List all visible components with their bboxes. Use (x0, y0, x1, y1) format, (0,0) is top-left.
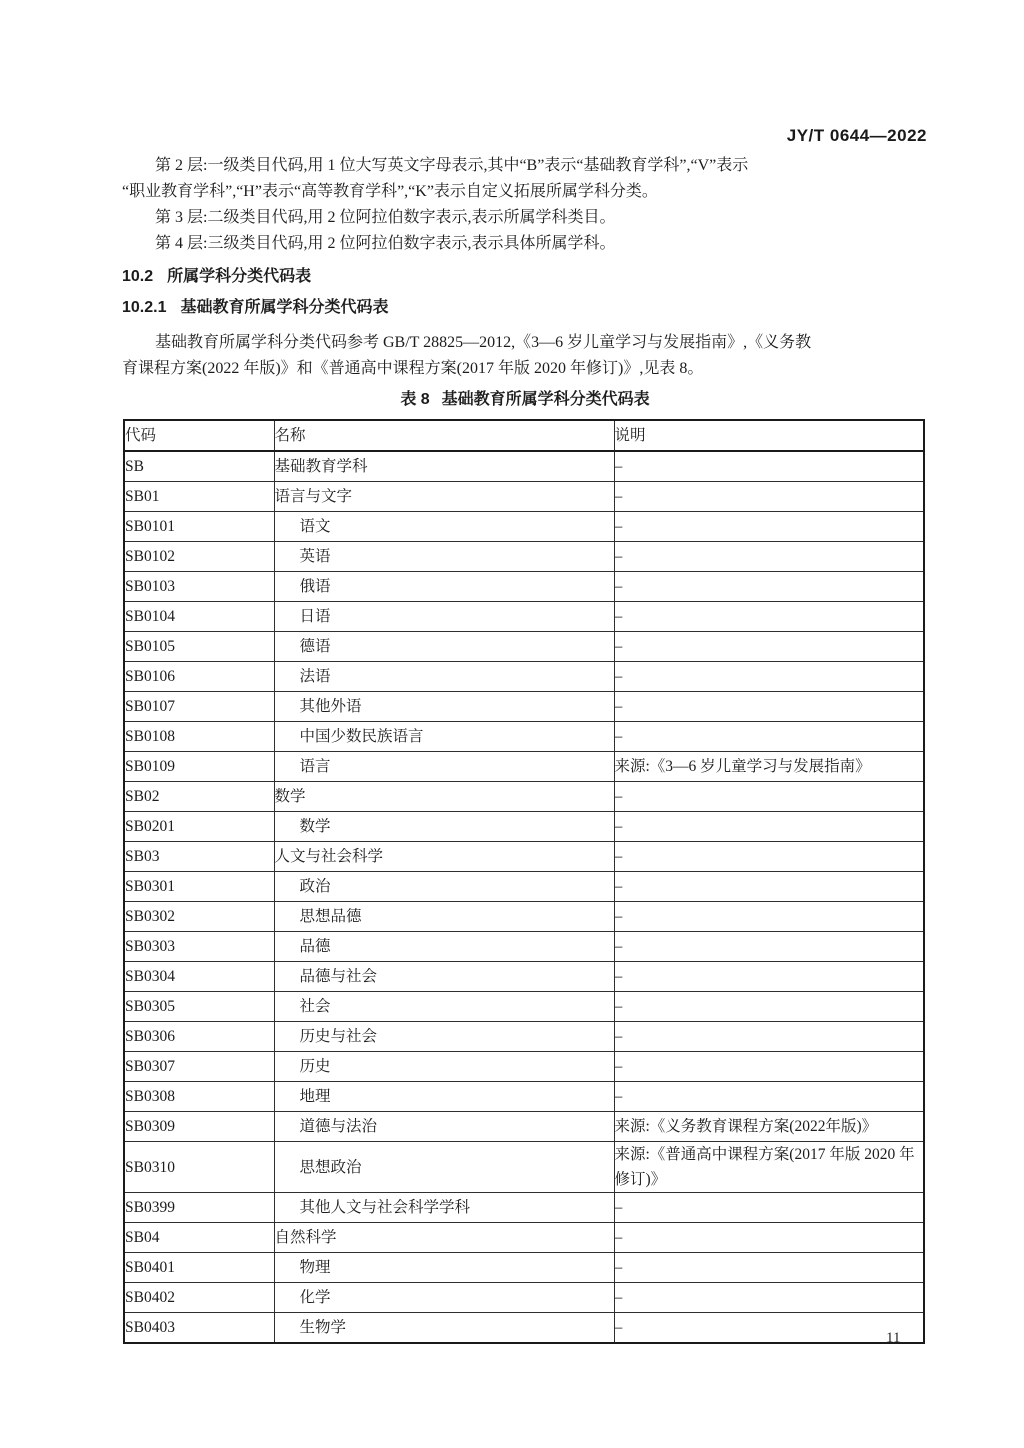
cell-name: 品德 (274, 932, 614, 962)
cell-name: 其他人文与社会科学学科 (274, 1193, 614, 1223)
cell-code: SB0102 (124, 542, 274, 572)
table-row (124, 1223, 924, 1253)
cell-code: SB0402 (124, 1283, 274, 1313)
cell-code: SB0399 (124, 1193, 274, 1223)
code-layers-paragraph (122, 153, 928, 257)
cell-name: 基础教育学科 (274, 451, 614, 482)
table-row (124, 512, 924, 542)
cell-name: 自然科学 (274, 1223, 614, 1253)
paragraph-line: 第 3 层:二级类目代码,用 2 位阿拉伯数字表示,表示所属学科类目。 (155, 209, 616, 226)
cell-code: SB0303 (124, 932, 274, 962)
cell-name: 中国少数民族语言 (274, 722, 614, 752)
cell-name: 数学 (274, 782, 614, 812)
subject-code-table (123, 419, 925, 1344)
cell-desc: – (614, 542, 924, 572)
table-row (124, 451, 924, 482)
standard-number-header: JY/T 0644—2022 (786, 126, 927, 145)
paragraph-line: 基础教育所属学科分类代码参考 GB/T 28825—2012,《3—6 岁儿童学习与发展指南》,《义务教 (155, 334, 812, 351)
cell-name: 社会 (274, 992, 614, 1022)
table-row (124, 962, 924, 992)
cell-name: 思想品德 (274, 902, 614, 932)
table-caption (122, 387, 928, 412)
cell-code: SB0107 (124, 692, 274, 722)
cell-desc: – (614, 1223, 924, 1253)
cell-name: 德语 (274, 632, 614, 662)
paragraph-line: 第 2 层:一级类目代码,用 1 位大写英文字母表示,其中“B”表示“基础教育学科”,“V”表示 (155, 157, 749, 174)
table-row (124, 722, 924, 752)
cell-code: SB03 (124, 842, 274, 872)
cell-desc: – (614, 902, 924, 932)
table-row (124, 842, 924, 872)
cell-code: SB0305 (124, 992, 274, 1022)
cell-code: SB0101 (124, 512, 274, 542)
cell-code: SB0309 (124, 1112, 274, 1142)
cell-code: SB0109 (124, 752, 274, 782)
cell-name: 生物学 (274, 1313, 614, 1344)
cell-desc: – (614, 812, 924, 842)
cell-desc: – (614, 1283, 924, 1313)
table-row (124, 992, 924, 1022)
cell-desc: – (614, 1253, 924, 1283)
cell-code: SB0401 (124, 1253, 274, 1283)
cell-desc: – (614, 1022, 924, 1052)
table-header-row (124, 420, 924, 451)
table-row (124, 692, 924, 722)
cell-code: SB0304 (124, 962, 274, 992)
table-row (124, 572, 924, 602)
cell-desc: – (614, 1313, 924, 1344)
page-content (122, 0, 928, 1344)
cell-name: 道德与法治 (274, 1112, 614, 1142)
cell-code: SB0301 (124, 872, 274, 902)
table-row (124, 782, 924, 812)
section-title: 基础教育所属学科分类代码表 (180, 299, 389, 316)
table-row (124, 1313, 924, 1344)
table-row (124, 1253, 924, 1283)
table-body (124, 451, 924, 1343)
table-row (124, 632, 924, 662)
table-row (124, 812, 924, 842)
paragraph-line: “职业教育学科”,“H”表示“高等教育学科”,“K”表示自定义拓展所属学科分类。 (122, 183, 658, 200)
cell-desc: – (614, 962, 924, 992)
cell-desc: – (614, 512, 924, 542)
cell-name: 化学 (274, 1283, 614, 1313)
cell-name: 思想政治 (274, 1142, 614, 1193)
section-heading-10-2-1 (122, 295, 928, 320)
cell-name: 日语 (274, 602, 614, 632)
table-row (124, 1112, 924, 1142)
section-title: 所属学科分类代码表 (167, 268, 312, 285)
cell-name: 数学 (274, 812, 614, 842)
table-intro-paragraph (122, 330, 928, 382)
cell-code: SB0302 (124, 902, 274, 932)
cell-name: 品德与社会 (274, 962, 614, 992)
cell-name: 语言 (274, 752, 614, 782)
cell-code: SB02 (124, 782, 274, 812)
table-row (124, 1052, 924, 1082)
cell-code: SB0106 (124, 662, 274, 692)
cell-desc: – (614, 1082, 924, 1112)
section-number: 10.2.1 (122, 299, 167, 316)
cell-desc: – (614, 842, 924, 872)
paragraph-line: 第 4 层:三级类目代码,用 2 位阿拉伯数字表示,表示具体所属学科。 (155, 235, 616, 252)
cell-desc: – (614, 1052, 924, 1082)
cell-desc: – (614, 662, 924, 692)
table-caption-label: 表 8 (400, 391, 430, 408)
cell-code: SB0307 (124, 1052, 274, 1082)
cell-code: SB0103 (124, 572, 274, 602)
cell-name: 政治 (274, 872, 614, 902)
table-header (124, 420, 924, 451)
section-number: 10.2 (122, 268, 154, 285)
table-row (124, 932, 924, 962)
paragraph-line: 育课程方案(2022 年版)》和《普通高中课程方案(2017 年版 2020 年修订)》,见表 8。 (122, 360, 704, 377)
cell-desc: 来源:《义务教育课程方案(2022年版)》 (614, 1112, 924, 1142)
table-row (124, 752, 924, 782)
cell-name: 法语 (274, 662, 614, 692)
cell-code: SB0108 (124, 722, 274, 752)
cell-name: 其他外语 (274, 692, 614, 722)
section-heading-10-2 (122, 264, 928, 289)
cell-desc: – (614, 482, 924, 512)
cell-name: 地理 (274, 1082, 614, 1112)
cell-desc: – (614, 932, 924, 962)
cell-desc: – (614, 602, 924, 632)
column-header-code: 代码 (124, 420, 274, 451)
table-row (124, 542, 924, 572)
table-caption-title: 基础教育所属学科分类代码表 (441, 391, 650, 408)
cell-name: 历史与社会 (274, 1022, 614, 1052)
cell-code: SB0306 (124, 1022, 274, 1052)
cell-desc: – (614, 692, 924, 722)
cell-desc: – (614, 632, 924, 662)
table-row (124, 1142, 924, 1193)
cell-desc: 来源:《3—6 岁儿童学习与发展指南》 (614, 752, 924, 782)
table-row (124, 662, 924, 692)
cell-name: 语言与文字 (274, 482, 614, 512)
cell-code: SB0201 (124, 812, 274, 842)
cell-name: 物理 (274, 1253, 614, 1283)
cell-name: 历史 (274, 1052, 614, 1082)
cell-code: SB0104 (124, 602, 274, 632)
table-row (124, 482, 924, 512)
cell-desc: 来源:《普通高中课程方案(2017 年版 2020 年修订)》 (614, 1142, 924, 1193)
cell-code: SB0310 (124, 1142, 274, 1193)
table-row (124, 902, 924, 932)
cell-code: SB04 (124, 1223, 274, 1253)
page-number: 11 (886, 1330, 901, 1346)
cell-desc: – (614, 992, 924, 1022)
table-row (124, 1193, 924, 1223)
table-row (124, 872, 924, 902)
cell-code: SB0105 (124, 632, 274, 662)
table-row (124, 1022, 924, 1052)
cell-desc: – (614, 722, 924, 752)
cell-desc: – (614, 572, 924, 602)
cell-desc: – (614, 872, 924, 902)
table-row (124, 1082, 924, 1112)
cell-code: SB01 (124, 482, 274, 512)
cell-name: 俄语 (274, 572, 614, 602)
cell-name: 英语 (274, 542, 614, 572)
cell-desc: – (614, 451, 924, 482)
cell-code: SB (124, 451, 274, 482)
table-row (124, 1283, 924, 1313)
cell-name: 语文 (274, 512, 614, 542)
cell-name: 人文与社会科学 (274, 842, 614, 872)
cell-code: SB0403 (124, 1313, 274, 1344)
cell-desc: – (614, 782, 924, 812)
table-row (124, 602, 924, 632)
cell-desc: – (614, 1193, 924, 1223)
column-header-desc: 说明 (614, 420, 924, 451)
column-header-name: 名称 (274, 420, 614, 451)
cell-code: SB0308 (124, 1082, 274, 1112)
